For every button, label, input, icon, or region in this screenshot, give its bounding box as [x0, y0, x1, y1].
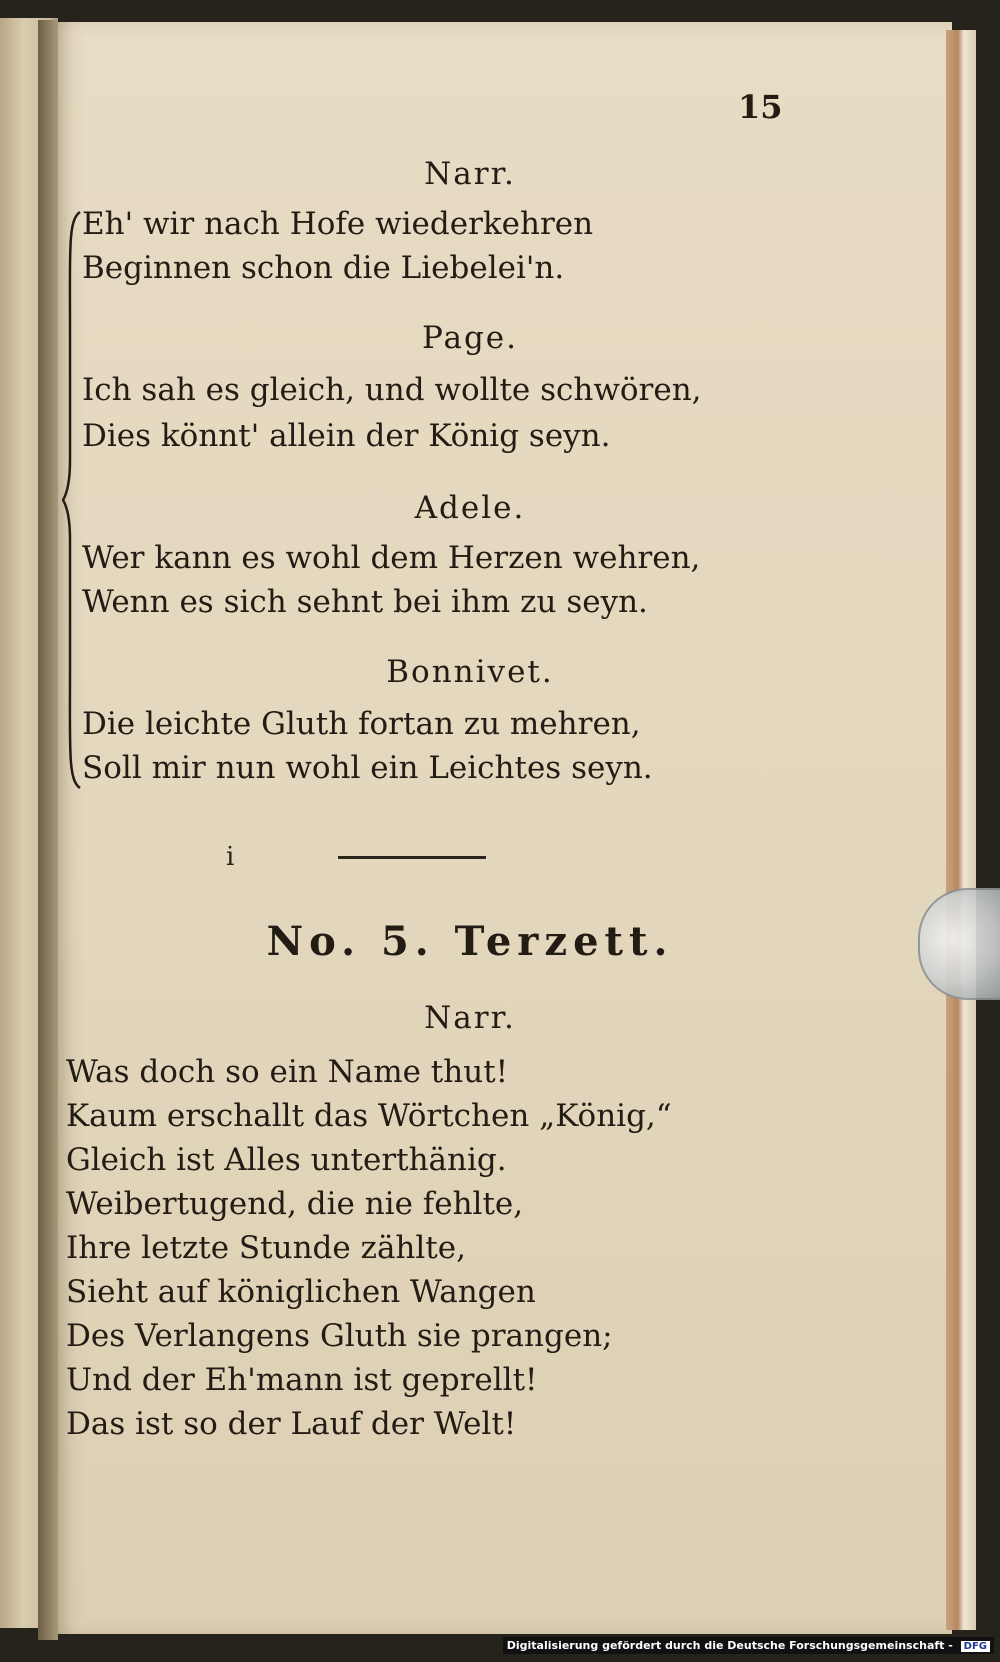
page-fore-edge [946, 30, 976, 1630]
verse-line: Weibertugend, die nie fehlte, [66, 1186, 524, 1222]
verse-line: Gleich ist Alles unterthänig. [66, 1142, 507, 1178]
verse-line: Ihre letzte Stunde zählte, [66, 1230, 466, 1266]
verse-line: Sieht auf königlichen Wangen [66, 1274, 536, 1310]
verse-line: Kaum erschallt das Wörtchen „König,“ [66, 1098, 672, 1134]
dfg-logo: DFG [961, 1641, 990, 1652]
verse-line: Die leichte Gluth fortan zu mehren, [82, 706, 641, 742]
verse-line: Eh' wir nach Hofe wiederkehren [82, 206, 594, 242]
verse-line: Was doch so ein Name thut! [66, 1054, 509, 1090]
verse-line: Dies könnt' allein der König seyn. [82, 418, 611, 454]
speaker-bonnivet: Bonnivet. [386, 654, 554, 690]
verse-line: Und der Eh'mann ist geprellt! [66, 1362, 538, 1398]
page-number: 15 [738, 88, 783, 126]
verse-line: Soll mir nun wohl ein Leichtes seyn. [82, 750, 653, 786]
page-content [60, 0, 900, 1662]
digitization-credit [503, 1637, 994, 1654]
speaker-adele: Adele. [414, 490, 526, 526]
section-heading: No. 5. Terzett. [266, 918, 674, 965]
ink-mark: ⅰ [226, 842, 235, 872]
verse-line: Wer kann es wohl dem Herzen wehren, [82, 540, 701, 576]
speaker-narr: Narr. [424, 1000, 516, 1036]
page-clip [918, 888, 1000, 1000]
verse-line: Wenn es sich sehnt bei ihm zu seyn. [82, 584, 648, 620]
verse-line: Ich sah es gleich, und wollte schwören, [82, 372, 702, 408]
section-divider [338, 856, 486, 859]
speaker-page: Page. [422, 320, 518, 356]
verse-line: Beginnen schon die Liebelei'n. [82, 250, 565, 286]
credit-text: Digitalisierung gefördert durch die Deutsche Forschungsgemeinschaft - [506, 1639, 953, 1652]
book-gutter [38, 20, 58, 1640]
verse-line: Das ist so der Lauf der Welt! [66, 1406, 517, 1442]
verse-line: Des Verlangens Gluth sie prangen; [66, 1318, 613, 1354]
speaker-narr: Narr. [424, 156, 516, 192]
